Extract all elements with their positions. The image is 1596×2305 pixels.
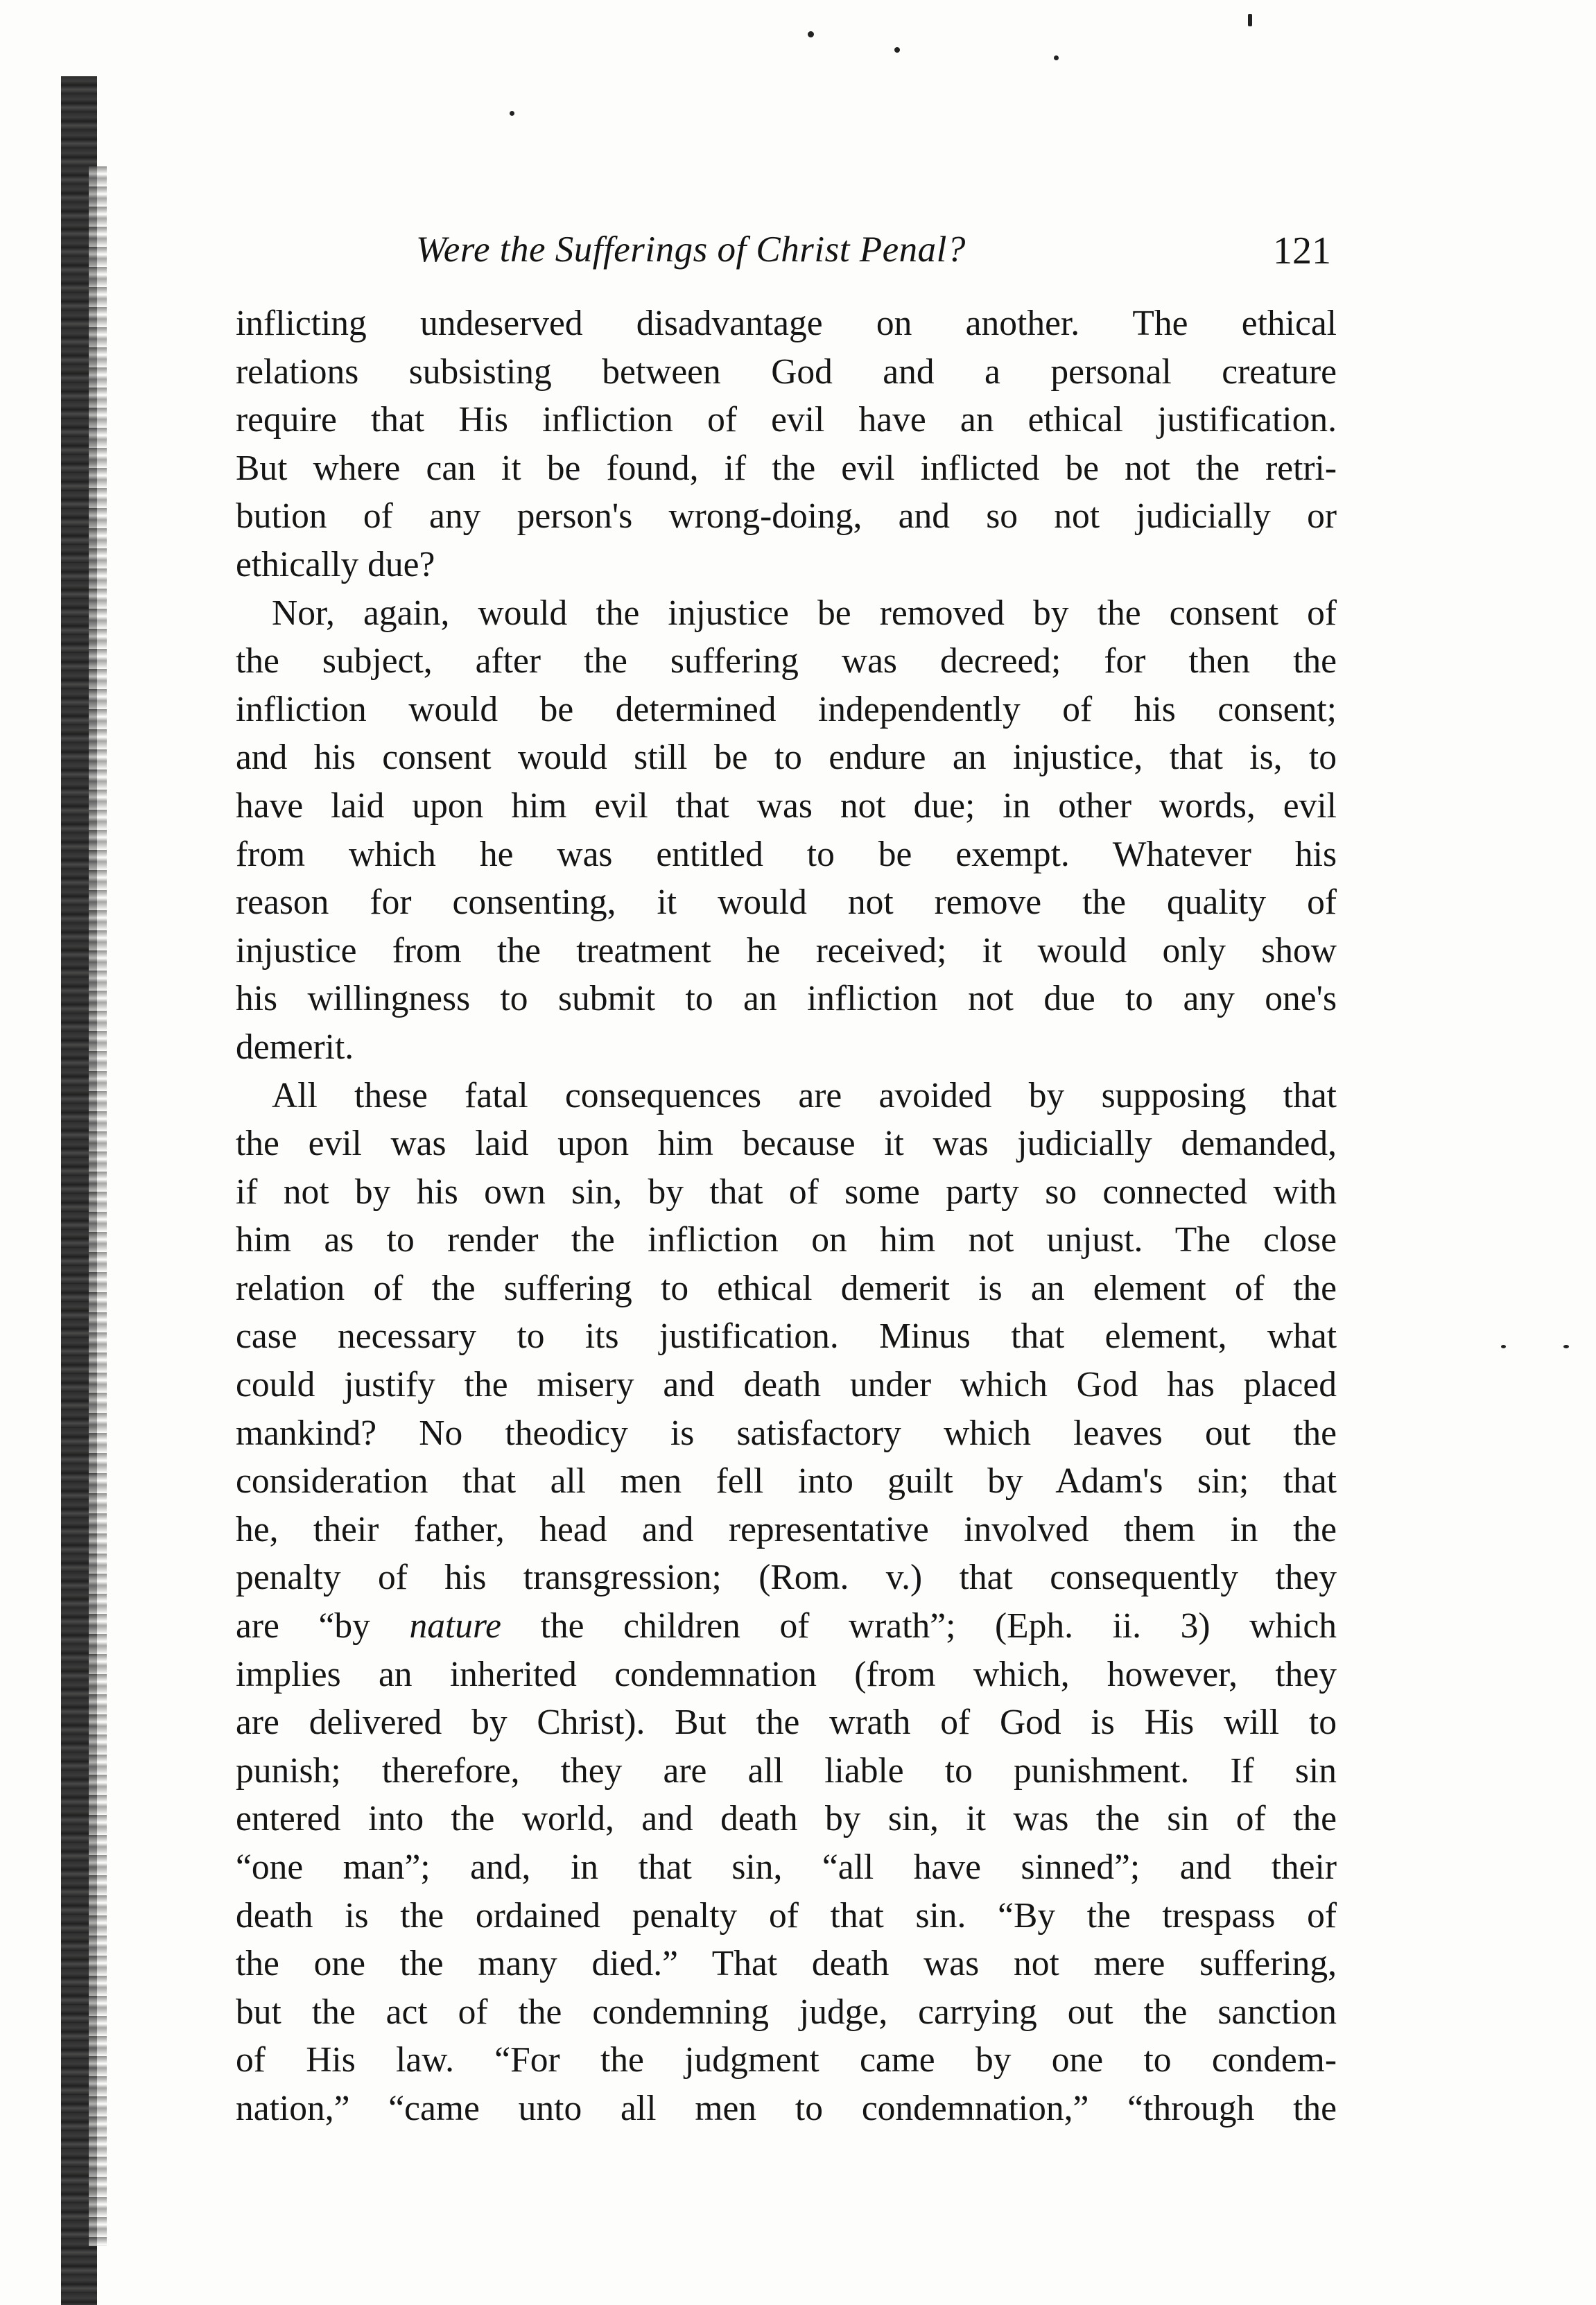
text-line: of His law. “For the judgment came by one to condem- [236,2040,1337,2080]
text-line: penalty of his transgression; (Rom. v.) that consequently they [236,1558,1337,1598]
scan-speck [1248,14,1252,26]
paragraph-start-line: All these fatal consequences are avoided by supposing that [272,1075,1337,1115]
text-line: demerit. [236,1027,354,1067]
text-line: punish; therefore, they are all liable to punishment. If sin [236,1750,1337,1791]
text-line: have laid upon him evil that was not due; in other words, evil [236,785,1337,826]
scan-speck [510,111,514,116]
text-line: nation,” “came unto all men to condemnation,” “through the [236,2088,1337,2128]
text-line: ethically due? [236,544,435,584]
scan-speck [1501,1345,1506,1348]
text-line: infliction would be determined independently of his consent; [236,689,1337,729]
text-line: him as to render the infliction on him not unjust. The close [236,1220,1337,1260]
text-line: implies an inherited condemnation (from which, however, they [236,1654,1337,1694]
text-line: could justify the misery and death under which God has placed [236,1365,1337,1405]
text-fragment: are [236,1606,279,1646]
italic-word: nature [409,1606,502,1646]
text-line: reason for consenting, it would not remove the quality of [236,882,1337,923]
scan-speck [894,47,900,53]
text-line: inflicting undeserved disadvantage on another. The ethical [236,304,1337,343]
running-head-title: Were the Sufferings of Christ Penal? [416,229,966,270]
text-line: the subject, after the suffering was decreed; for then the [236,641,1337,681]
page-number: 121 [1273,229,1331,272]
text-line: consideration that all men fell into guilt by Adam's sin; that [236,1461,1337,1502]
text-line: “one man”; and, in that sin, “all have sinned”; and their [236,1847,1337,1887]
text-line: entered into the world, and death by sin, it was the sin of the [236,1799,1337,1839]
text-line: case necessary to its justification. Minus that element, what [236,1316,1337,1357]
text-line: his willingness to submit to an infliction not due to any one's [236,979,1337,1019]
text-line: mankind? No theodicy is satisfactory which leaves out the [236,1413,1337,1453]
scan-speck [1054,55,1059,60]
scan-speck [1563,1345,1569,1348]
body-text [236,299,1337,2133]
running-header [416,229,1331,284]
text-line: from which he was entitled to be exempt. Whatever his [236,834,1337,874]
binding-edge-shadow [89,166,107,2246]
text-fragment: “by [318,1606,410,1646]
text-fragment: the children of wrath”; (Eph. ii. 3) which [501,1606,1337,1646]
text-line: injustice from the treatment he received; it would only show [236,930,1337,971]
text-line: if not by his own sin, by that of some party so connected with [236,1172,1337,1212]
scan-speck [808,31,814,37]
text-line-with-italic [236,1602,1337,1651]
text-line: require that His infliction of evil have an ethical justification. [236,400,1337,440]
text-line: are delivered by Christ). But the wrath of God is His will to [236,1703,1337,1743]
text-line: but the act of the condemning judge, carrying out the sanction [236,1992,1337,2032]
text-line: relation of the suffering to ethical demerit is an element of the [236,1268,1337,1308]
text-line: But where can it be found, if the evil inflicted be not the retri- [236,448,1337,488]
text-line: and his consent would still be to endure an injustice, that is, to [236,738,1337,778]
text-line: the evil was laid upon him because it was judicially demanded, [236,1124,1337,1164]
text-line: bution of any person's wrong-doing, and so not judicially or [236,496,1337,537]
text-line: death is the ordained penalty of that sin. “By the trespass of [236,1895,1337,1936]
text-line: he, their father, head and representative involved them in the [236,1509,1337,1549]
text-line: relations subsisting between God and a personal creature [236,351,1337,392]
text-line: the one the many died.” That death was not mere suffering, [236,1944,1337,1984]
paragraph-start-line: Nor, again, would the injustice be removed by the consent of [272,593,1337,633]
